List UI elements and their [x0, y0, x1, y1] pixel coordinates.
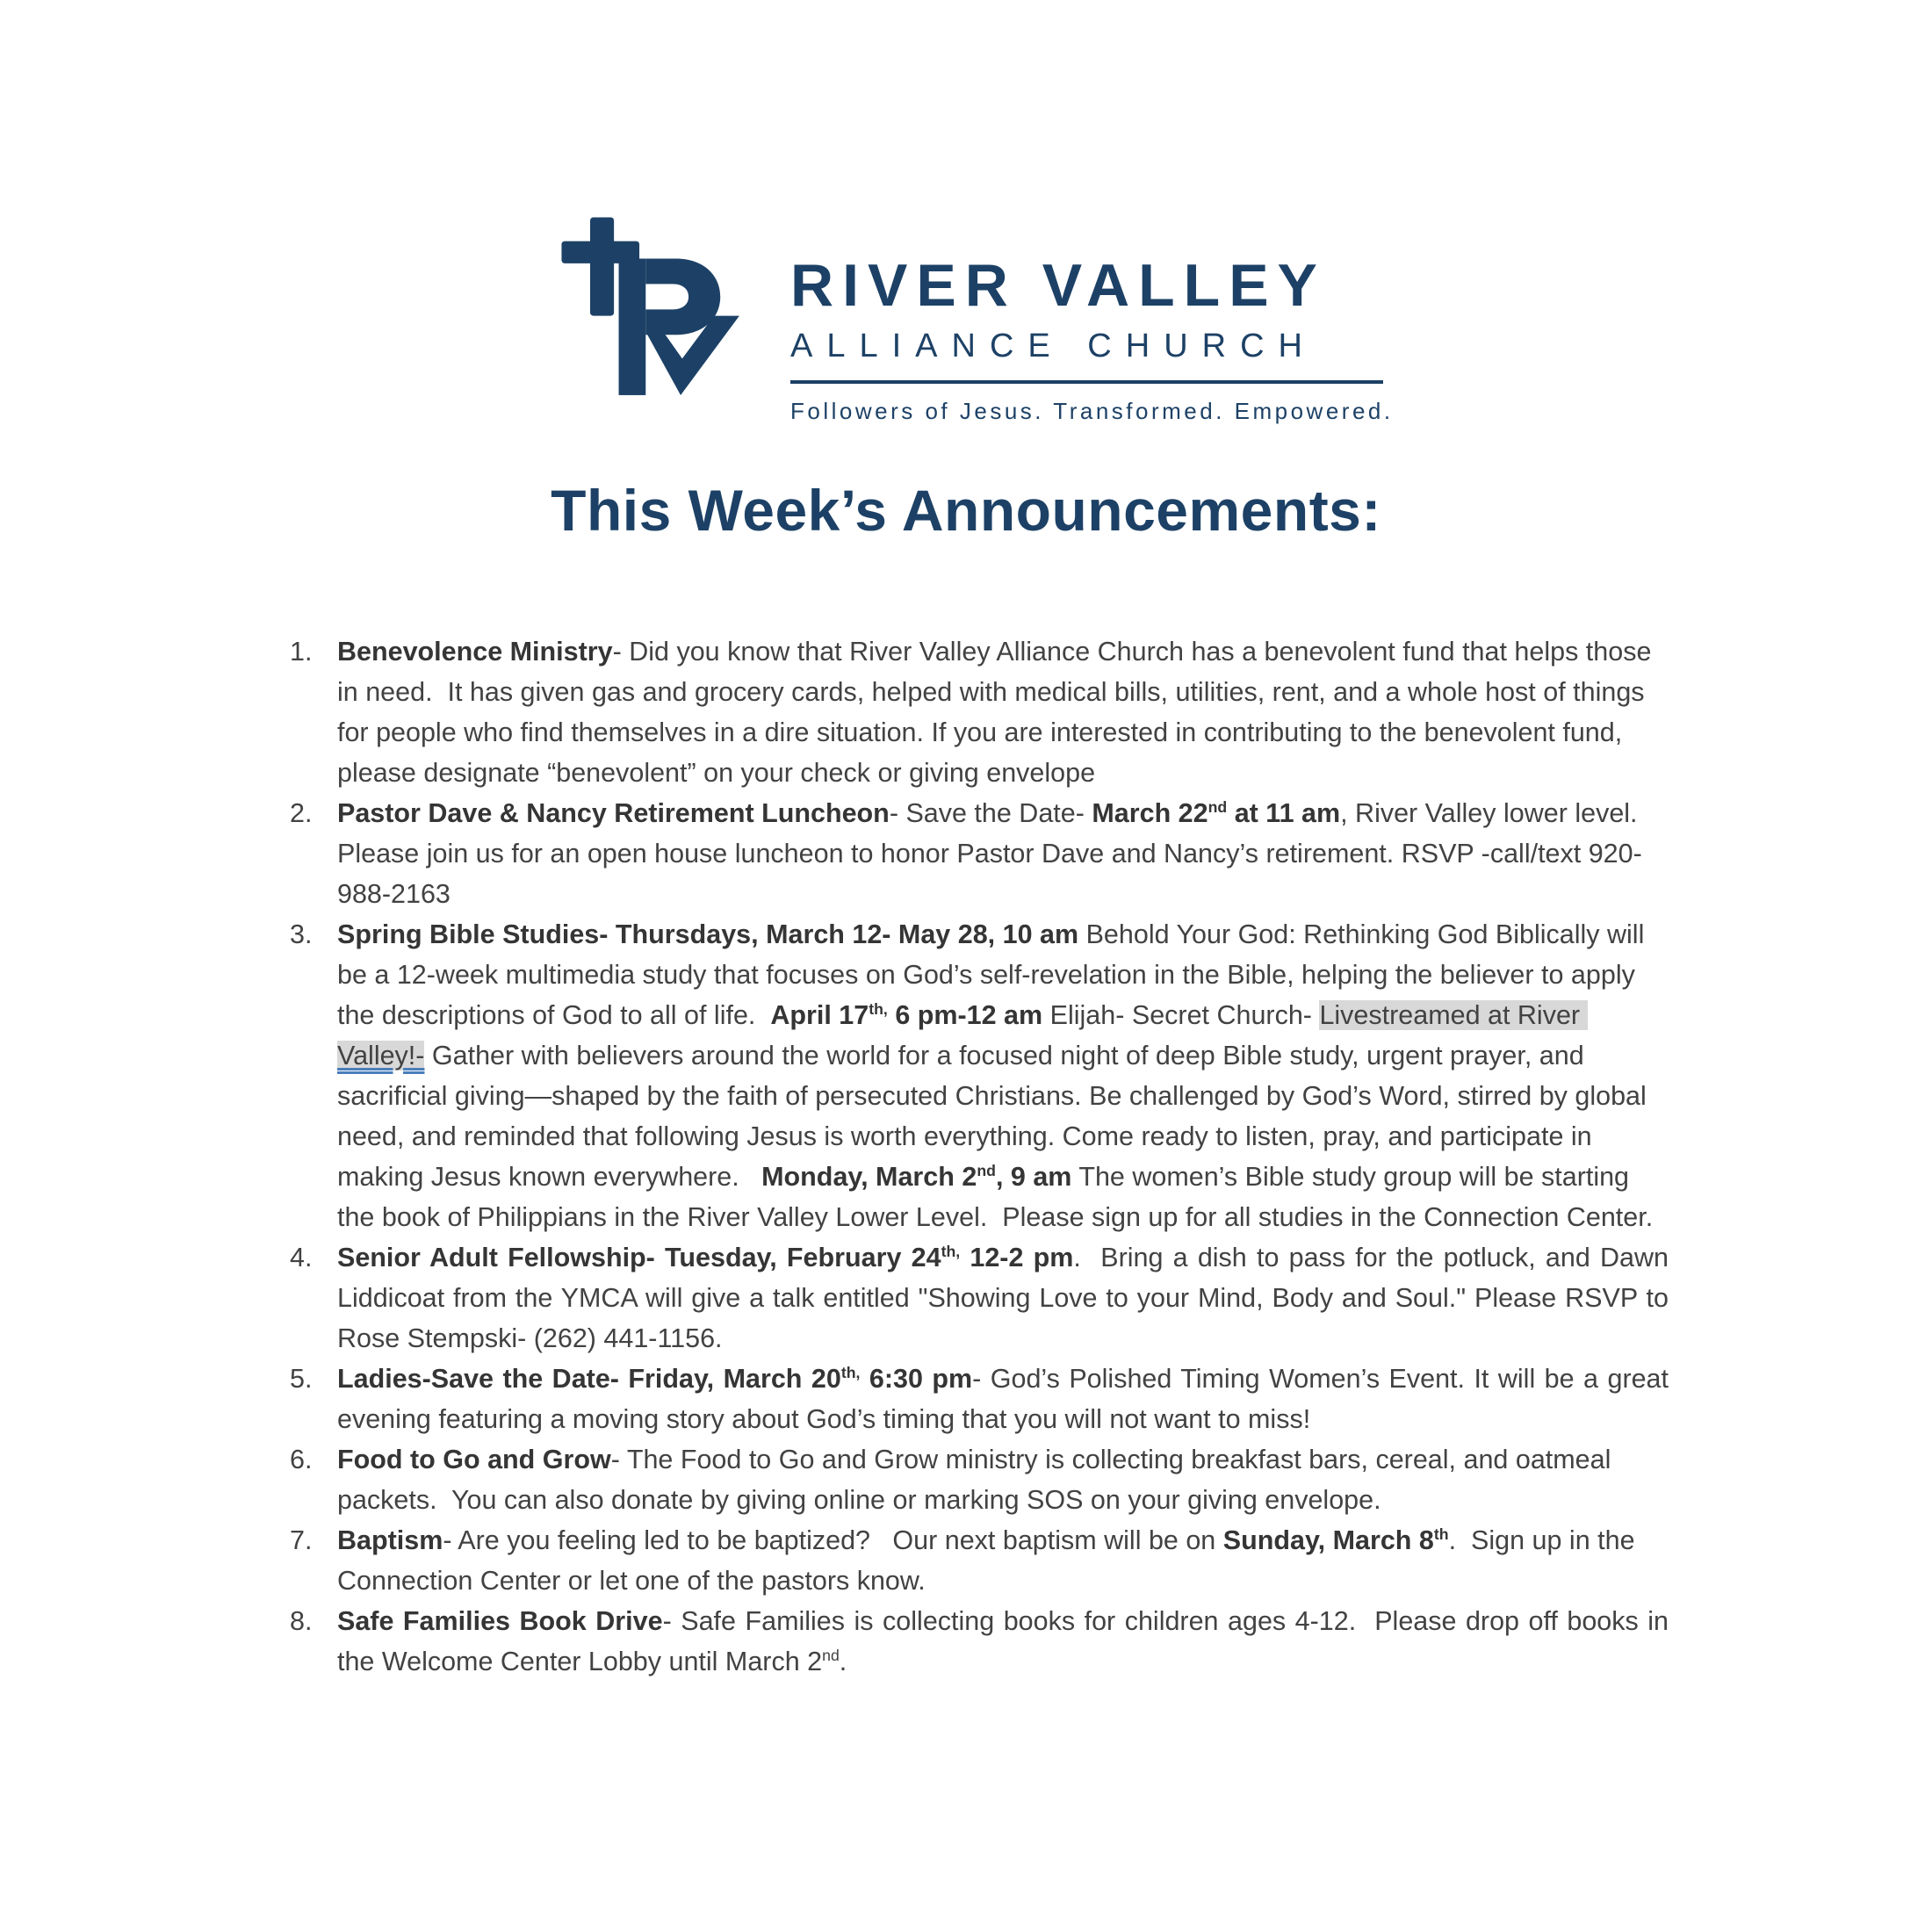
text-run: th [1433, 1525, 1449, 1543]
item-number: 3. [290, 919, 313, 949]
text-run: - Save the Date- [889, 798, 1092, 828]
text-run: Safe Families Book Drive [337, 1606, 663, 1636]
text-run: th, [941, 1242, 961, 1260]
text-run: Benevolence Ministry [337, 637, 613, 667]
text-run: nd [822, 1646, 840, 1664]
text-run: , 9 am [995, 1162, 1072, 1192]
item-number: 8. [290, 1606, 313, 1636]
announcement-item [290, 793, 1669, 914]
text-run: Spring Bible Studies- Thursdays, March 12- May 28, 10 am [337, 919, 1079, 949]
text-run: Gather with believers around the world for a focused night of deep Bible study, urgent prayer, and sacrificial giving—shaped by the faith of persecuted Christians. Be challenged by God’s Word, stirred by global need, and reminded that following Jesus is worth everything. Come ready to listen, pray, and participate in making Jesus known everywhere. [337, 1041, 1654, 1192]
text-run: Senior Adult Fellowship- Tuesday, February 24 [337, 1243, 941, 1272]
text-run: 6 pm-12 am [887, 1000, 1043, 1030]
text-run: Food to Go and Grow [337, 1445, 611, 1474]
item-number: 6. [290, 1445, 313, 1474]
item-text [337, 1439, 1669, 1520]
text-run: nd [1208, 797, 1228, 816]
text-run: , River Valley lower level. Please join us for an open house luncheon to honor Pastor Dave and Nancy’s retirement. RSVP -call/text 920-988-2163 [337, 798, 1653, 909]
text-run: 12-2 pm [960, 1243, 1074, 1272]
announcement-item [290, 1439, 1669, 1520]
text-run: Behold Your God: Rethinking God Biblically will be a 12-week multimedia study that focuses on God’s self-revelation in the Bible, helping the believer to apply the descriptions of God to all of life. [337, 919, 1652, 1030]
announcement-item [290, 1601, 1676, 1682]
announcement-item [290, 1520, 1669, 1601]
logo-text-block [790, 215, 1394, 424]
item-number: 4. [290, 1243, 313, 1272]
text-run: Pastor Dave & Nancy Retirement Luncheon [337, 798, 890, 828]
text-run: Livestreamed at River [1319, 1000, 1588, 1030]
announcement-item [290, 1237, 1676, 1359]
text-run: . Bring a dish to pass for the potluck, and Dawn Liddicoat from the YMCA will give a talk entitled "Showing Love to your Mind, Body and Soul." Please RSVP to Rose Stempski- (262) 441-1156. [337, 1243, 1676, 1353]
page-title: This Week’s Announcements: [551, 478, 1381, 543]
item-number: 5. [290, 1364, 313, 1394]
text-run: nd [977, 1161, 996, 1179]
text-run: March 22 [1092, 798, 1208, 828]
text-run: . [839, 1647, 847, 1676]
cross-r-logo-icon [549, 215, 755, 426]
text-run: The women’s Bible study group will be starting the book of Philippians in the River Valley Lower Level. Please sign up for all studies in the Connection Center. [337, 1162, 1654, 1232]
item-text [337, 914, 1669, 1237]
text-run: th, [869, 999, 888, 1018]
text-run: th, [840, 1363, 861, 1381]
text-run: - Safe Families is collecting books for children ages 4-12. Please drop off books in the Welcome Center Lobby until March 2 [337, 1606, 1676, 1676]
livestream-link[interactable]: Valley!- [337, 1041, 425, 1071]
announcement-item [290, 914, 1669, 1237]
item-text [337, 1359, 1676, 1439]
item-text [337, 793, 1669, 914]
item-number: 7. [290, 1525, 313, 1555]
item-text [337, 631, 1669, 793]
text-run: Monday, March 2 [761, 1162, 977, 1192]
text-run: - Are you feeling led to be baptized? Our next baptism will be on [443, 1525, 1223, 1555]
church-tagline: Followers of Jesus. Transformed. Empowered. [790, 398, 1394, 424]
text-run: - God’s Polished Timing Women’s Event. It will be a great evening featuring a moving story about God’s timing that you will not want to miss! [337, 1364, 1676, 1434]
text-run: - Did you know that River Valley Alliance Church has a benevolent fund that helps those in need. It has given gas and grocery cards, helped with medical bills, utilities, rent, and a whole host of things for people who find themselves in a dire situation. If you are interested in contributing to the benevolent fund, please designate “benevolent” on your check or giving envelope [337, 637, 1659, 788]
item-number: 1. [290, 637, 313, 667]
text-run: Elijah- Secret Church- [1042, 1000, 1320, 1030]
logo-divider [790, 380, 1383, 384]
announcement-item [290, 631, 1669, 793]
announcements-list [290, 631, 1676, 1682]
text-run: Sunday, March 8 [1222, 1525, 1434, 1555]
church-name-line1: RIVER VALLEY [790, 252, 1326, 319]
text-run: at 11 am [1227, 798, 1341, 828]
text-run: 6:30 pm [860, 1364, 973, 1394]
church-logo [0, 0, 1932, 426]
item-number: 2. [290, 798, 313, 828]
text-run: Ladies-Save the Date- Friday, March 20 [337, 1364, 841, 1394]
item-text [337, 1601, 1676, 1682]
cross-icon [590, 218, 614, 316]
text-run: . Sign up in the Connection Center or let one of the pastors know. [337, 1525, 1643, 1596]
text-run: Baptism [337, 1525, 443, 1555]
church-name-line2: ALLIANCE CHURCH [790, 328, 1316, 364]
text-run: - The Food to Go and Grow ministry is collecting breakfast bars, cereal, and oatmeal packets. You can also donate by giving online or marking SOS on your giving envelope. [337, 1445, 1618, 1515]
announcement-item [290, 1359, 1676, 1439]
text-run: April 17 [770, 1000, 869, 1030]
item-text [337, 1237, 1676, 1359]
item-text [337, 1520, 1669, 1601]
